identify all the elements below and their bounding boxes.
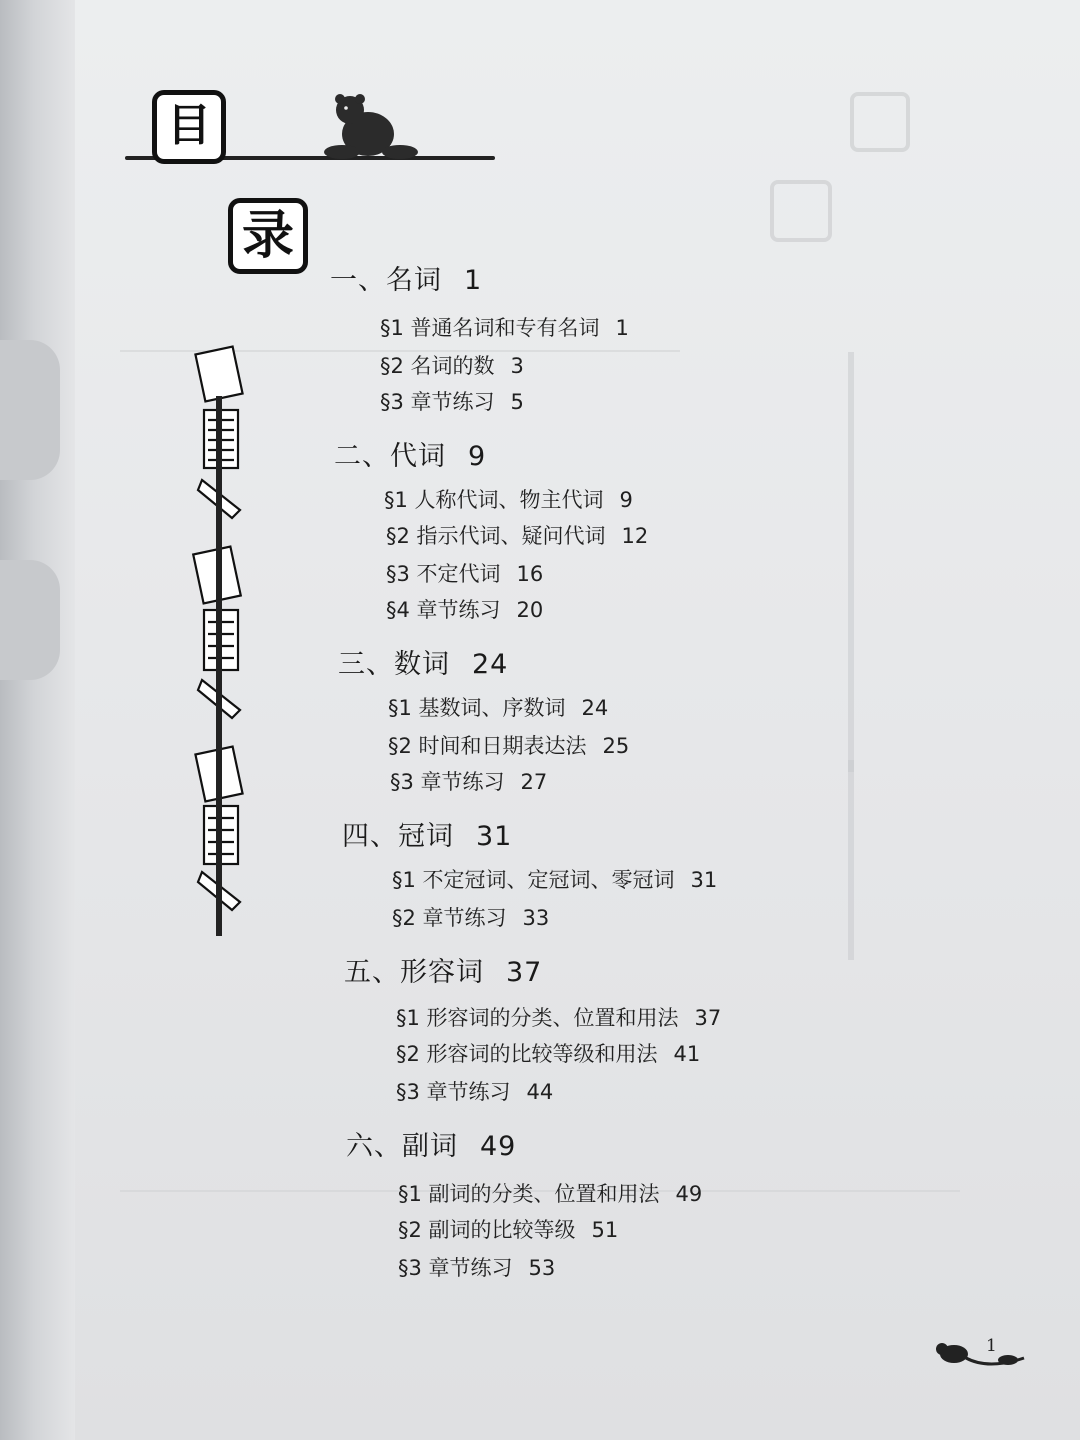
entry-page: 33 <box>522 906 550 930</box>
chapter-heading <box>342 814 512 853</box>
page-gutter <box>0 0 75 1440</box>
toc-entry <box>396 1076 553 1106</box>
entry-title: §1 不定冠词、定冠词、零冠词 <box>392 868 675 892</box>
toc-entry <box>392 902 549 932</box>
toc-entry <box>386 558 543 588</box>
chapter-title: 三、数词 <box>338 649 450 680</box>
chapter-title: 二、代词 <box>334 441 446 472</box>
toc-entry <box>398 1214 618 1244</box>
chapter-page: 24 <box>472 649 509 680</box>
entry-page: 16 <box>516 562 544 586</box>
toc-entry <box>380 350 524 380</box>
entry-title: §4 章节练习 <box>386 598 501 622</box>
entry-page: 51 <box>591 1218 619 1242</box>
entry-title: §1 副词的分类、位置和用法 <box>398 1182 660 1206</box>
bear-icon <box>316 94 426 160</box>
chapter-title: 六、副词 <box>346 1131 458 1162</box>
chapter-heading <box>338 642 508 681</box>
entry-title: §2 形容词的比较等级和用法 <box>396 1042 658 1066</box>
chapter-heading <box>330 258 482 297</box>
chapter-title: 四、冠词 <box>342 821 454 852</box>
chapter-page: 31 <box>476 821 513 852</box>
toc-entry <box>386 594 543 624</box>
chapter-page: 1 <box>464 265 483 296</box>
chapter-heading <box>346 1124 516 1163</box>
title-char-lu: 录 <box>228 198 308 274</box>
toc-entry <box>398 1178 702 1208</box>
entry-page: 25 <box>602 734 630 758</box>
toc-entry <box>388 692 608 722</box>
entry-page: 9 <box>619 488 633 512</box>
entry-page: 49 <box>675 1182 703 1206</box>
entry-title: §2 名词的数 <box>380 354 495 378</box>
footer-animal-icon <box>928 1336 1028 1376</box>
toc-entry <box>384 484 633 514</box>
entry-title: §1 普通名词和专有名词 <box>380 316 600 340</box>
entry-title: §2 时间和日期表达法 <box>388 734 587 758</box>
entry-title: §2 指示代词、疑问代词 <box>386 524 606 548</box>
entry-page: 53 <box>528 1256 556 1280</box>
chapter-title: 五、形容词 <box>344 957 484 988</box>
gutter-shadow <box>0 560 60 680</box>
toc-entry <box>388 730 629 760</box>
toc-entry <box>386 520 648 550</box>
toc-entry <box>392 864 717 894</box>
entry-page: 5 <box>510 390 524 414</box>
entry-page: 41 <box>673 1042 701 1066</box>
toc-heading <box>120 80 500 266</box>
entry-title: §3 章节练习 <box>398 1256 513 1280</box>
books-illustration <box>188 340 258 940</box>
entry-page: 27 <box>520 770 548 794</box>
entry-page: 1 <box>615 316 629 340</box>
chapter-page: 49 <box>480 1131 517 1162</box>
toc-entry <box>380 312 629 342</box>
entry-title: §3 章节练习 <box>380 390 495 414</box>
page-number: 1 <box>986 1336 997 1356</box>
gutter-shadow <box>0 340 60 480</box>
toc-entry <box>390 766 547 796</box>
entry-page: 20 <box>516 598 544 622</box>
toc-entry <box>380 386 524 416</box>
toc-entry <box>396 1038 700 1068</box>
entry-title: §2 副词的比较等级 <box>398 1218 576 1242</box>
chapter-page: 37 <box>506 957 543 988</box>
chapter-title: 一、名词 <box>330 265 442 296</box>
entry-title: §2 章节练习 <box>392 906 507 930</box>
entry-page: 12 <box>621 524 649 548</box>
chapter-heading <box>334 434 486 473</box>
chapter-heading <box>344 950 542 989</box>
toc-entry <box>398 1252 555 1282</box>
toc-entry <box>396 1002 721 1032</box>
entry-title: §3 章节练习 <box>390 770 505 794</box>
chapter-page: 9 <box>468 441 487 472</box>
entry-page: 37 <box>694 1006 722 1030</box>
entry-page: 44 <box>526 1080 554 1104</box>
entry-page: 31 <box>690 868 718 892</box>
entry-title: §3 不定代词 <box>386 562 501 586</box>
entry-title: §1 人称代词、物主代词 <box>384 488 604 512</box>
entry-page: 24 <box>581 696 609 720</box>
entry-title: §1 基数词、序数词 <box>388 696 566 720</box>
entry-title: §1 形容词的分类、位置和用法 <box>396 1006 679 1030</box>
entry-page: 3 <box>510 354 524 378</box>
entry-title: §3 章节练习 <box>396 1080 511 1104</box>
title-char-mu: 目 <box>152 90 226 164</box>
